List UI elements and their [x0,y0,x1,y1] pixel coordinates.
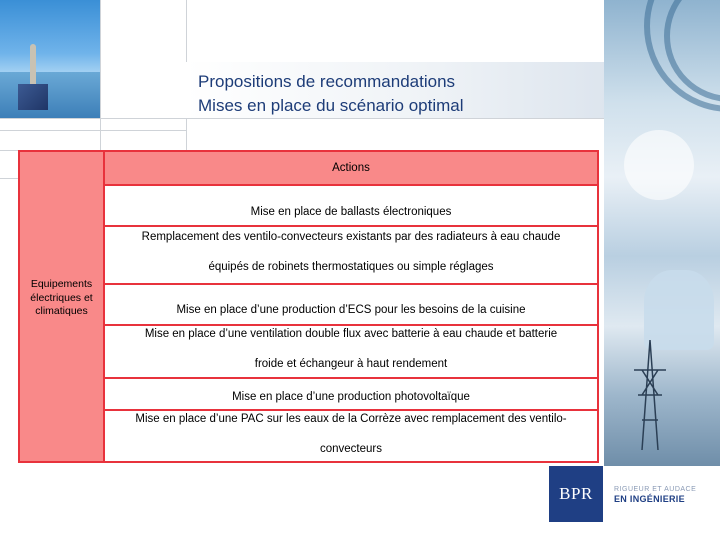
table-header-label: Actions [332,162,370,174]
grid-line [0,150,18,151]
photo-man-on-cube [0,0,100,118]
photo-figure [30,44,36,84]
photo-pylon-shape [620,340,680,450]
photo-lab-shape [644,270,714,350]
row-text: convecteurs [319,443,382,455]
logo-tagline-small: RIGUEUR ET AUDACE [614,486,697,493]
row-text: Mise en place de ballasts électroniques [250,206,452,218]
category-label: Equipements électriques et climatiques [30,278,93,317]
grid-line [0,130,186,131]
grid-line [100,0,101,150]
photo-sea [0,72,100,118]
page-title: Propositions de recommandations [198,72,456,91]
grid-line [0,118,604,119]
row-text: Mise en place d’une production d’ECS pour les besoins de la cuisine [176,304,526,316]
row-text: équipés de robinets thermostatiques ou simple réglages [208,261,494,273]
bpr-logo-icon [549,466,603,522]
row-text: Mise en place d’une PAC sur les eaux de la Corrèze avec remplacement des ventilo- [135,413,567,425]
photo-scientist-shape [624,130,694,200]
row-text: froide et échangeur à haut rendement [254,358,448,370]
logo-mark: BPR [559,484,593,503]
page-subtitle: Mises en place du scénario optimal [198,96,464,115]
grid-line [0,178,18,179]
row-text: Mise en place d’une ventilation double flux avec batterie à eau chaude et batterie [144,328,558,340]
photo-cube [18,84,48,110]
row-text: Remplacement des ventilo-convecteurs existants par des radiateurs à eau chaude [141,231,561,243]
logo-tagline: EN INGÉNIERIE [614,494,685,504]
table-header [105,152,597,184]
row-text: Mise en place d’une production photovoltaïque [232,391,470,403]
